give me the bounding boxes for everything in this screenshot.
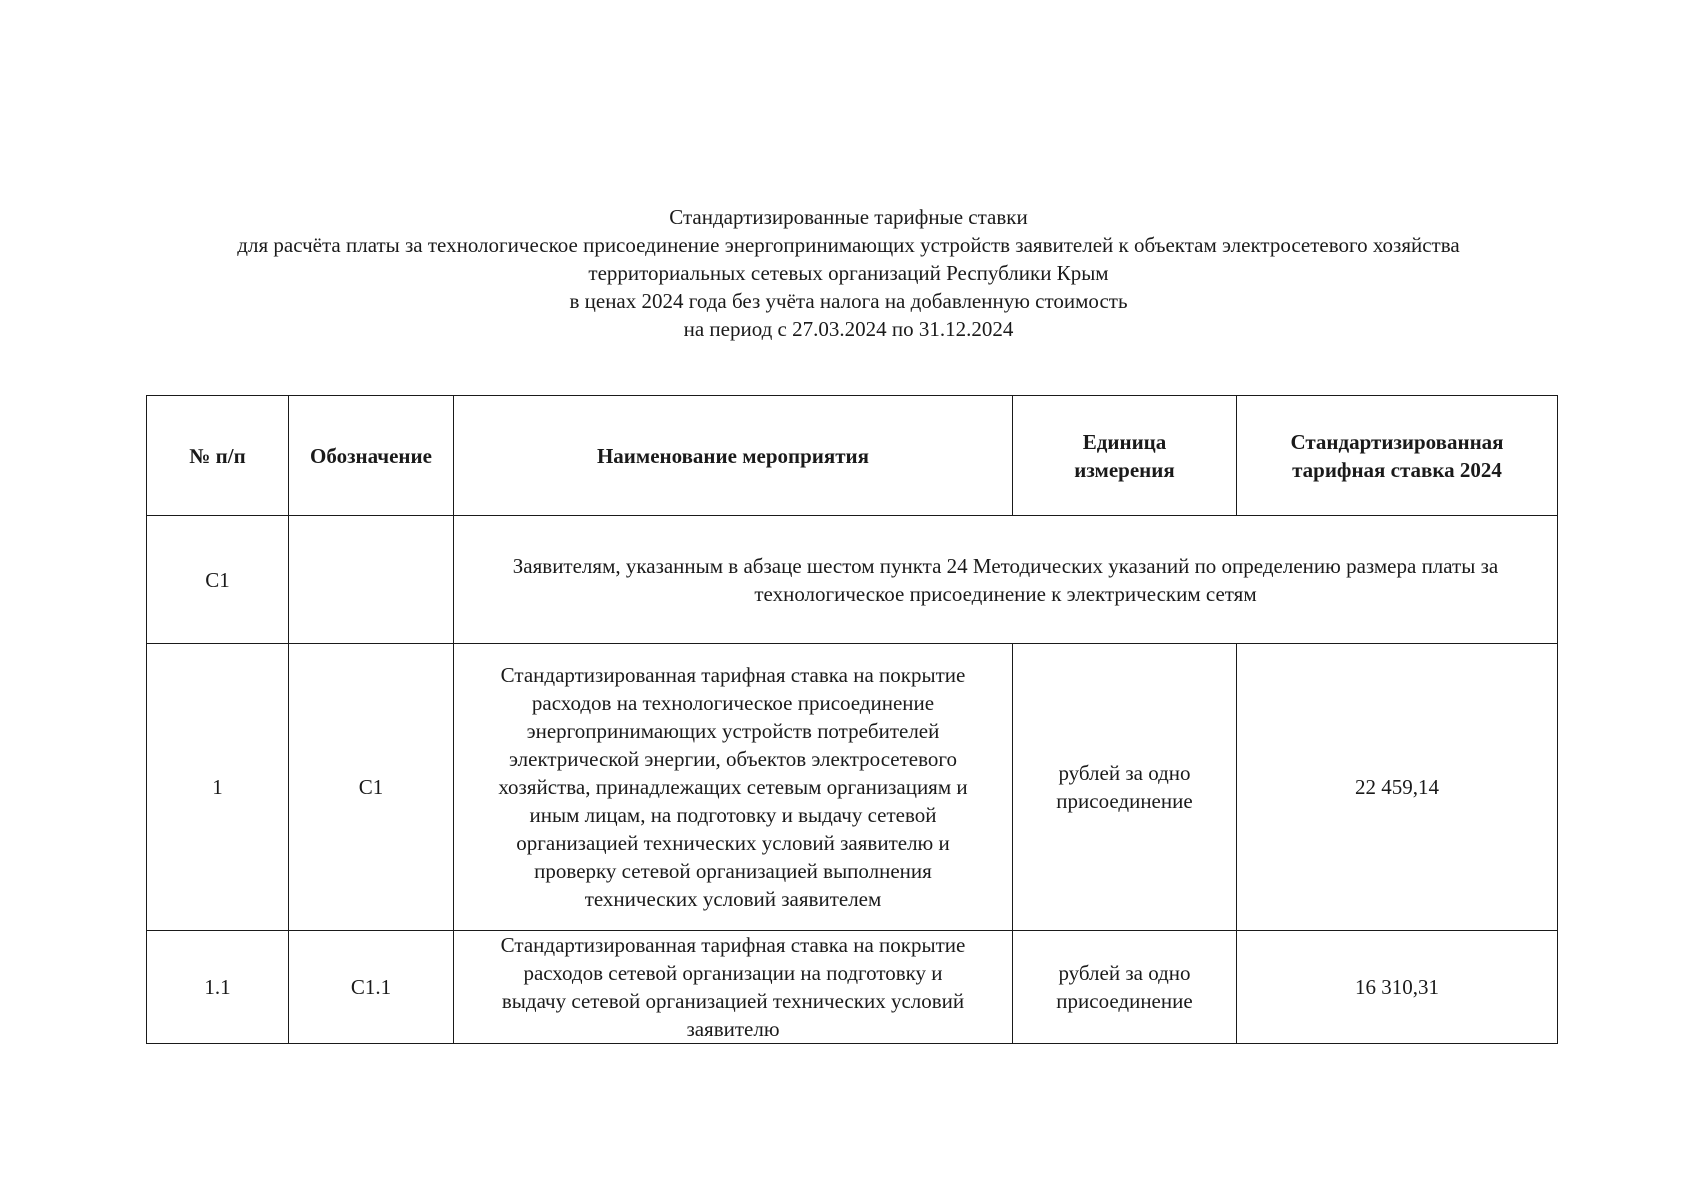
table-row [147, 644, 1558, 931]
title-line-3: территориальных сетевых организаций Республики Крым [588, 261, 1109, 285]
cell-name: Стандартизированная тарифная ставка на покрытие расходов сетевой организации на подготовку и выдачу сетевой организацией технических условий заявителю [454, 931, 1013, 1044]
cell-num: 1 [147, 644, 289, 931]
table-row [147, 516, 1558, 644]
header-rate: Стандартизированная тарифная ставка 2024 [1237, 396, 1558, 516]
cell-num: С1 [147, 516, 289, 644]
cell-rate: 16 310,31 [1237, 931, 1558, 1044]
cell-unit: рублей за одно присоединение [1013, 931, 1237, 1044]
title-line-2: для расчёта платы за технологическое присоединение энергопринимающих устройств заявителей к объектам электросетевого хозяйства [237, 233, 1460, 257]
cell-designation: С1.1 [289, 931, 454, 1044]
header-designation: Обозначение [289, 396, 454, 516]
cell-designation: С1 [289, 644, 454, 931]
title-line-1: Стандартизированные тарифные ставки [669, 205, 1028, 229]
cell-designation [289, 516, 454, 644]
cell-description: Заявителям, указанным в абзаце шестом пункта 24 Методических указаний по определению размера платы за технологическое присоединение к электрическим сетям [454, 516, 1558, 644]
tariff-table [146, 395, 1558, 1044]
header-name: Наименование мероприятия [454, 396, 1013, 516]
title-line-4: в ценах 2024 года без учёта налога на добавленную стоимость [569, 289, 1128, 313]
header-unit: Единица измерения [1013, 396, 1237, 516]
cell-name: Стандартизированная тарифная ставка на покрытие расходов на технологическое присоединение энергопринимающих устройств потребителей электрической энергии, объектов электросетевого хозяйства, принадлежащих сетевым организациям и иным лицам, на подготовку и выдачу сетевой организацией технических условий заявителю и проверку сетевой организацией выполнения технических условий заявителем [454, 644, 1013, 931]
header-num: № п/п [147, 396, 289, 516]
title-line-5: на период с 27.03.2024 по 31.12.2024 [683, 317, 1014, 341]
cell-unit: рублей за одно присоединение [1013, 644, 1237, 931]
table-header-row [147, 396, 1558, 516]
document-title [0, 203, 1697, 343]
cell-num: 1.1 [147, 931, 289, 1044]
cell-rate: 22 459,14 [1237, 644, 1558, 931]
table-row [147, 931, 1558, 1044]
